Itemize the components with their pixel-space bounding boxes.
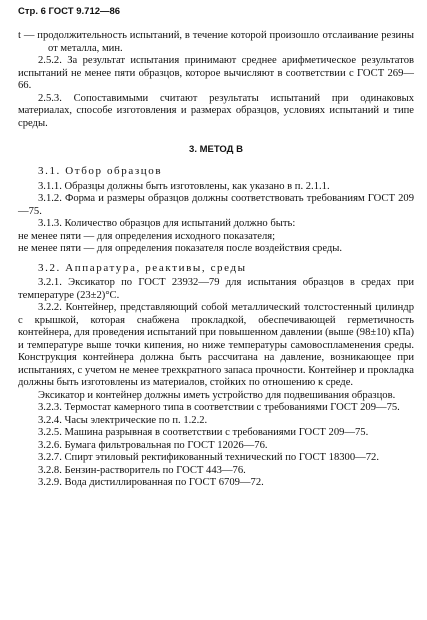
paragraph-3-2-6: 3.2.6. Бумага фильтровальная по ГОСТ 12026—76.: [38, 439, 268, 451]
section-title: 3. МЕТОД В: [189, 144, 243, 155]
paragraph-t-definition: t — продолжительность испытаний, в течение которой произошло отслаивание резины от металла, мин.: [18, 30, 414, 54]
subsection-equipment: 3.2. Аппаратура, реактивы, среды: [38, 261, 247, 274]
paragraph-3-2-4: 3.2.4. Часы электрические по п. 1.2.2.: [38, 414, 208, 426]
paragraph-3-2-9: 3.2.9. Вода дистиллированная по ГОСТ 6709—72.: [38, 477, 264, 488]
paragraph-2-5-3: 2.5.3. Сопоставимыми считают результаты испытаний при одинаковых материалах, способе изготовления и размерах образцов, условиях испытаний и типе среды.: [18, 92, 414, 129]
paragraph-3-2-7: 3.2.7. Спирт этиловый ректификованный технический по ГОСТ 18300—72.: [38, 452, 379, 463]
paragraph-3-2-8: 3.2.8. Бензин-растворитель по ГОСТ 443—76.: [38, 464, 246, 476]
paragraph-3-1-1: 3.1.1. Образцы должны быть изготовлены, как указано в п. 2.1.1.: [38, 180, 330, 192]
paragraph-3-2-3: 3.2.3. Термостат камерного типа в соответствии с требованиями ГОСТ 209—75.: [38, 402, 400, 413]
paragraph-after-count: не менее пяти — для определения показателя после воздействия среды.: [18, 243, 343, 254]
paragraph-3-1-2: 3.1.2. Форма и размеры образцов должны соответствовать требованиям ГОСТ 209—75.: [18, 193, 414, 217]
paragraph-3-1-3: 3.1.3. Количество образцов для испытаний должно быть:: [38, 218, 296, 229]
paragraph-2-5-2: 2.5.2. За результат испытания принимают среднее арифметическое результатов испытаний не менее пяти образцов, которое вычисляют в соответствии с ГОСТ 269—66.: [18, 55, 414, 91]
subsection-sampling: 3.1. Отбор образцов: [38, 165, 163, 177]
paragraph-3-2-1: 3.2.1. Эксикатор по ГОСТ 23932—79 для испытания образцов в средах при температуре (23±2)°С.: [18, 277, 414, 301]
paragraph-desiccator-note: Эксикатор и контейнер должны иметь устройство для подвешивания образцов.: [38, 389, 396, 401]
page-header: Стр. 6 ГОСТ 9.712—86: [18, 6, 121, 17]
paragraph-3-2-2: 3.2.2. Контейнер, представляющий собой металлический толстостенный цилиндр с крышкой, которая снабжена прокладкой, обеспечивающей герметичность контейнера, для проведения испытаний при повышенном давлении (выше (98±10) кПа) и температуре выше точки кипения, но ниже температуры самовоспламенения среды. Конструкция контейнера должна быть рассчитана на давление, возникающее при испытаниях, с учетом не менее трехкратного запаса прочности. Контейнер и прокладка должны быть изготовлены из материалов, стойких по отношению к среде.: [18, 302, 414, 388]
paragraph-3-2-5: 3.2.5. Машина разрывная в соответствии с требованиями ГОСТ 209—75.: [38, 427, 369, 438]
paragraph-initial-count: не менее пяти — для определения исходного показателя;: [18, 230, 276, 242]
